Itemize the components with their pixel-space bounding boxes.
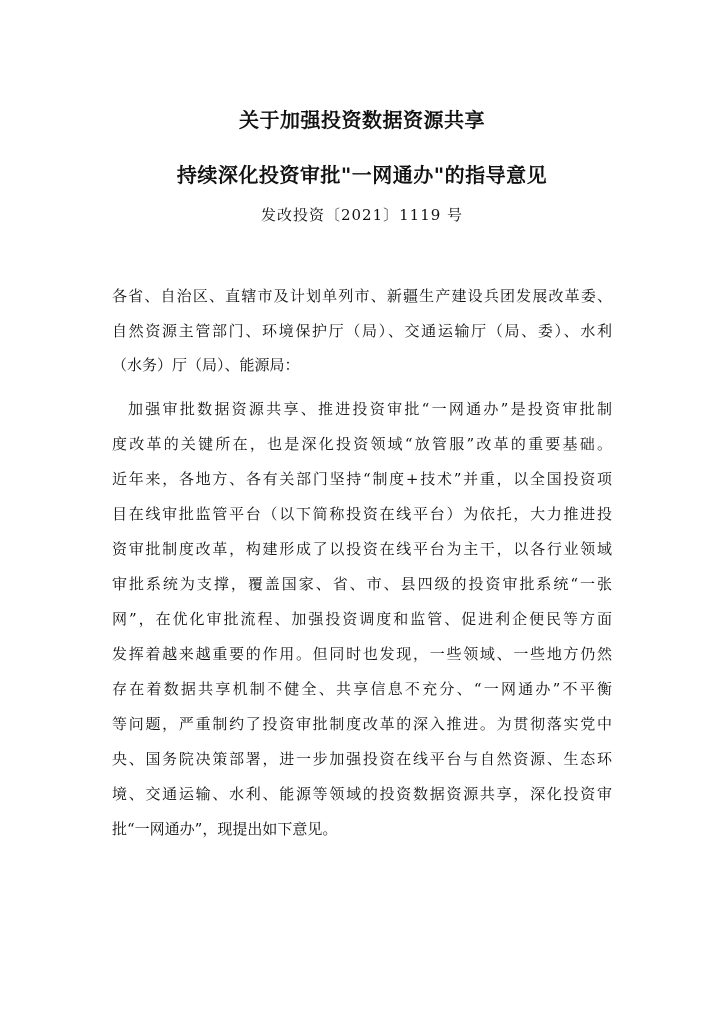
- document-title-line-1: 关于加强投资数据资源共享: [239, 108, 485, 132]
- body-line: 近年来，各地方、各有关部门坚持“制度+技术”并重，以全国投资项: [112, 470, 612, 488]
- body-line: 境、交通运输、水利、能源等领域的投资数据资源共享，深化投资审: [112, 785, 612, 803]
- addressee-line: 各省、自治区、直辖市及计划单列市、新疆生产建设兵团发展改革委、: [112, 287, 612, 305]
- addressee-line: 自然资源主管部门、环境保护厅（局）、交通运输厅（局、委）、水利: [112, 322, 612, 340]
- body-line: 网”，在优化审批流程、加强投资调度和监管、促进利企便民等方面: [112, 610, 612, 628]
- document-number: 发改投资〔2021〕1119 号: [260, 206, 464, 224]
- body-line: 批“一网通办”，现提出如下意见。: [112, 820, 338, 838]
- body-line: 存在着数据共享机制不健全、共享信息不充分、“一网通办”不平衡: [112, 680, 612, 698]
- body-line: 资审批制度改革，构建形成了以投资在线平台为主干，以各行业领域: [112, 540, 612, 558]
- body-line: 目在线审批监管平台（以下简称投资在线平台）为依托，大力推进投: [112, 505, 612, 523]
- body-line: 审批系统为支撑，覆盖国家、省、市、县四级的投资审批系统“一张: [112, 575, 612, 593]
- body-line: 央、国务院决策部署，进一步加强投资在线平台与自然资源、生态环: [112, 750, 612, 768]
- document-title-line-2: 持续深化投资审批"一网通办"的指导意见: [176, 163, 548, 187]
- addressee-line: （水务）厅（局）、能源局：: [112, 356, 300, 374]
- body-line: 等问题，严重制约了投资审批制度改革的深入推进。为贯彻落实党中: [112, 715, 612, 733]
- body-line: 发挥着越来越重要的作用。但同时也发现，一些领域、一些地方仍然: [112, 645, 612, 663]
- body-line: 度改革的关键所在，也是深化投资领域“放管服”改革的重要基础。: [112, 435, 612, 453]
- body-line: 加强审批数据资源共享、推进投资审批“一网通办”是投资审批制: [128, 400, 612, 418]
